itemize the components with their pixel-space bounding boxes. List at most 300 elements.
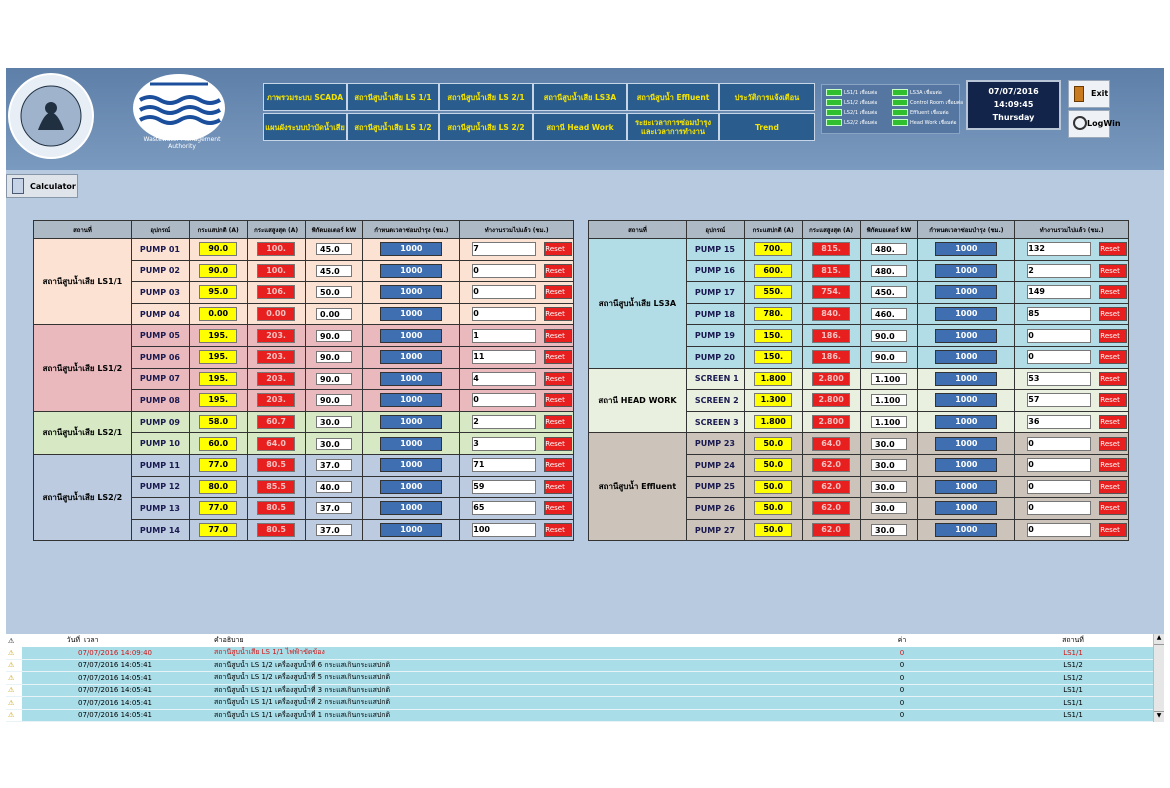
alarm-row[interactable] (6, 672, 1154, 685)
max-current-value-cell (802, 454, 860, 476)
max-current-value[interactable]: 2.800 (812, 372, 850, 386)
alarm-description: สถานีสูบน้ำ LS 1/2 เครื่องสูบน้ำที่ 5 กระแสเกินกระแสปกติ (212, 672, 812, 685)
max-current-value[interactable]: 64.0 (257, 437, 295, 451)
alarm-station: LS1/1 (992, 697, 1154, 710)
normal-current-value[interactable]: 58.0 (199, 415, 237, 429)
normal-current-value[interactable]: 50.0 (754, 437, 792, 451)
device-name: PUMP 13 (131, 498, 189, 520)
reset-button[interactable]: Reset (544, 501, 572, 515)
total-hours-value-cell (460, 282, 574, 304)
maintenance-hours-value[interactable]: 1000 (935, 242, 997, 256)
reset-button[interactable]: Reset (544, 393, 572, 407)
normal-current-value[interactable]: 50.0 (754, 480, 792, 494)
max-current-value[interactable]: 2.800 (812, 393, 850, 407)
reset-button[interactable]: Reset (1099, 480, 1127, 494)
maintenance-hours-value-cell (918, 498, 1015, 520)
clock-time: 14:09:45 (993, 100, 1034, 109)
nav-button-2-6[interactable]: Trend (719, 113, 815, 141)
normal-current-value[interactable]: 600. (754, 264, 792, 278)
motor-kw-value-cell (860, 303, 918, 325)
device-name: PUMP 24 (686, 454, 744, 476)
max-current-value-cell (802, 282, 860, 304)
normal-current-value[interactable]: 1.800 (754, 372, 792, 386)
nav-button-1-5[interactable]: สถานีสูบน้ำ Effluent (627, 83, 719, 111)
maintenance-hours-value-cell (363, 390, 460, 412)
max-current-value[interactable]: 203. (257, 393, 295, 407)
max-current-value-cell (802, 325, 860, 347)
reset-button[interactable]: Reset (1099, 242, 1127, 256)
normal-current-value[interactable]: 77.0 (199, 501, 237, 515)
max-current-value[interactable]: 80.5 (257, 501, 295, 515)
nav-button-1-1[interactable]: ภาพรวมระบบ SCADA (263, 83, 347, 111)
motor-kw-value[interactable]: 37.0 (316, 459, 352, 471)
maintenance-hours-value[interactable]: 1000 (380, 372, 442, 386)
legend-label: Control Room เชื่อมต่อ (910, 100, 964, 106)
device-name: PUMP 04 (131, 303, 189, 325)
header-bar (6, 68, 1164, 170)
reset-button[interactable]: Reset (544, 350, 572, 364)
total-hours-value: 0 (472, 393, 536, 407)
motor-kw-value[interactable]: 30.0 (316, 438, 352, 450)
alarm-value: 0 (812, 709, 992, 722)
alarm-date-header[interactable]: วันที่ (22, 634, 82, 647)
normal-current-value-cell (189, 260, 247, 282)
max-current-value-cell (247, 476, 305, 498)
normal-current-value-cell (744, 282, 802, 304)
maintenance-hours-value-cell (918, 454, 1015, 476)
device-name: PUMP 02 (131, 260, 189, 282)
reset-button[interactable]: Reset (544, 372, 572, 386)
max-current-value[interactable]: 62.0 (812, 501, 850, 515)
alarm-datetime: 07/07/2016 14:05:41 (22, 672, 212, 685)
maintenance-hours-value[interactable]: 1000 (935, 285, 997, 299)
normal-current-value-cell (744, 498, 802, 520)
maintenance-hours-value[interactable]: 1000 (380, 501, 442, 515)
maintenance-hours-value[interactable]: 1000 (380, 458, 442, 472)
reset-button[interactable]: Reset (1099, 307, 1127, 321)
max-current-value-cell (247, 346, 305, 368)
maintenance-hours-value[interactable]: 1000 (935, 393, 997, 407)
column-header: พิกัดมอเตอร์ kW (305, 221, 363, 239)
max-current-value[interactable]: 64.0 (812, 437, 850, 451)
nav-button-1-6[interactable]: ประวัติการแจ้งเตือน (719, 83, 815, 111)
total-hours-value: 11 (472, 350, 536, 364)
total-hours-value: 0 (472, 285, 536, 299)
column-header: กระแสสูงสุด (A) (802, 221, 860, 239)
alarm-value: 0 (812, 672, 992, 685)
max-current-value[interactable]: 2.800 (812, 415, 850, 429)
reset-button[interactable]: Reset (544, 264, 572, 278)
motor-kw-value[interactable]: 30.0 (871, 459, 907, 471)
max-current-value-cell (247, 282, 305, 304)
maintenance-hours-value[interactable]: 1000 (380, 242, 442, 256)
motor-kw-value[interactable]: 30.0 (871, 481, 907, 493)
total-hours-value: 0 (1027, 501, 1091, 515)
reset-button[interactable]: Reset (1099, 393, 1127, 407)
normal-current-value[interactable]: 195. (199, 393, 237, 407)
total-hours-value-cell (1015, 303, 1129, 325)
max-current-value-cell (802, 260, 860, 282)
alarm-row[interactable] (6, 684, 1154, 697)
normal-current-value[interactable]: 550. (754, 285, 792, 299)
nav-button-1-3[interactable]: สถานีสูบน้ำเสีย LS 2/1 (439, 83, 533, 111)
alarm-scrollbar[interactable] (1153, 634, 1164, 722)
motor-kw-value-cell (305, 476, 363, 498)
normal-current-value[interactable]: 150. (754, 329, 792, 343)
device-name: PUMP 12 (131, 476, 189, 498)
clock-panel (966, 80, 1061, 130)
maintenance-hours-value[interactable]: 1000 (380, 480, 442, 494)
left-equipment-table (33, 220, 574, 541)
alarm-row[interactable] (6, 709, 1154, 722)
alarm-station: LS1/1 (992, 647, 1154, 659)
legend-label: Effluent เชื่อมต่อ (910, 110, 949, 116)
maintenance-hours-value[interactable]: 1000 (380, 437, 442, 451)
max-current-value[interactable]: 80.5 (257, 523, 295, 537)
max-current-value[interactable]: 106. (257, 285, 295, 299)
max-current-value[interactable]: 840. (812, 307, 850, 321)
normal-current-value[interactable]: 50.0 (754, 523, 792, 537)
motor-kw-value[interactable]: 90.0 (871, 330, 907, 342)
motor-kw-value[interactable]: 30.0 (871, 438, 907, 450)
motor-kw-value-cell (305, 346, 363, 368)
maintenance-hours-value[interactable]: 1000 (380, 329, 442, 343)
column-header: สถานที่ (34, 221, 132, 239)
device-name: PUMP 05 (131, 325, 189, 347)
alarm-time-header[interactable]: เวลา (82, 634, 212, 647)
reset-button[interactable]: Reset (544, 523, 572, 537)
table-row (34, 239, 574, 261)
maintenance-hours-value[interactable]: 1000 (380, 264, 442, 278)
maintenance-hours-value[interactable]: 1000 (935, 480, 997, 494)
max-current-value[interactable]: 203. (257, 372, 295, 386)
normal-current-value[interactable]: 700. (754, 242, 792, 256)
maintenance-hours-value[interactable]: 1000 (935, 501, 997, 515)
motor-kw-value[interactable]: 480. (871, 243, 907, 255)
motor-kw-value[interactable]: 40.0 (316, 481, 352, 493)
normal-current-value[interactable]: 195. (199, 329, 237, 343)
table-header-row (589, 221, 1129, 239)
reset-button[interactable]: Reset (1099, 350, 1127, 364)
motor-kw-value[interactable]: 37.0 (316, 524, 352, 536)
municipality-seal-logo (8, 70, 94, 162)
motor-kw-value-cell (860, 433, 918, 455)
total-hours-value: 36 (1027, 415, 1091, 429)
max-current-value[interactable]: 815. (812, 242, 850, 256)
motor-kw-value[interactable]: 90.0 (316, 373, 352, 385)
nav-button-1-2[interactable]: สถานีสูบน้ำเสีย LS 1/1 (347, 83, 439, 111)
reset-button[interactable]: Reset (1099, 285, 1127, 299)
motor-kw-value[interactable]: 1.100 (871, 416, 907, 428)
alarm-row[interactable] (6, 659, 1154, 672)
max-current-value[interactable]: 85.5 (257, 480, 295, 494)
motor-kw-value[interactable]: 90.0 (316, 351, 352, 363)
legend-item (826, 109, 877, 117)
total-hours-value-cell (460, 325, 574, 347)
alarm-station-header[interactable]: สถานที่ (992, 634, 1154, 647)
nav-button-2-1[interactable]: แผนผังระบบบำบัดน้ำเสีย (263, 113, 347, 141)
max-current-value-cell (802, 303, 860, 325)
motor-kw-value[interactable]: 450. (871, 286, 907, 298)
reset-button[interactable]: Reset (1099, 329, 1127, 343)
motor-kw-value[interactable]: 480. (871, 265, 907, 277)
maintenance-hours-value[interactable]: 1000 (935, 523, 997, 537)
maintenance-hours-value-cell (918, 476, 1015, 498)
reset-button[interactable]: Reset (1099, 415, 1127, 429)
maintenance-hours-value[interactable]: 1000 (380, 393, 442, 407)
total-hours-value-cell (1015, 476, 1129, 498)
reset-button[interactable]: Reset (544, 437, 572, 451)
motor-kw-value[interactable]: 90.0 (871, 351, 907, 363)
alarm-description: สถานีสูบน้ำ LS 1/2 เครื่องสูบน้ำที่ 6 กระแสเกินกระแสปกติ (212, 659, 812, 672)
motor-kw-value-cell (305, 282, 363, 304)
max-current-value[interactable]: 815. (812, 264, 850, 278)
reset-button[interactable]: Reset (1099, 458, 1127, 472)
max-current-value[interactable]: 62.0 (812, 523, 850, 537)
total-hours-value-cell (460, 519, 574, 541)
total-hours-value-cell (460, 346, 574, 368)
nav-button-1-4[interactable]: สถานีสูบน้ำเสีย LS3A (533, 83, 627, 111)
motor-kw-value-cell (305, 454, 363, 476)
maintenance-hours-value[interactable]: 1000 (935, 329, 997, 343)
maintenance-hours-value[interactable]: 1000 (935, 264, 997, 278)
connection-indicator-icon (892, 99, 908, 106)
exit-button[interactable] (1068, 80, 1110, 108)
normal-current-value[interactable]: 195. (199, 372, 237, 386)
normal-current-value[interactable]: 0.00 (199, 307, 237, 321)
total-hours-value-cell (460, 239, 574, 261)
max-current-value[interactable]: 203. (257, 329, 295, 343)
alarm-value-header[interactable]: ค่า (812, 634, 992, 647)
station-name: สถานีสูบน้ำเสีย LS3A (589, 239, 687, 369)
motor-kw-value[interactable]: 45.0 (316, 243, 352, 255)
max-current-value[interactable]: 80.5 (257, 458, 295, 472)
total-hours-value: 0 (1027, 329, 1091, 343)
reset-button[interactable]: Reset (544, 329, 572, 343)
total-hours-value-cell (1015, 498, 1129, 520)
alarm-station: LS1/1 (992, 709, 1154, 722)
maintenance-hours-value[interactable]: 1000 (380, 285, 442, 299)
motor-kw-value[interactable]: 37.0 (316, 502, 352, 514)
motor-kw-value-cell (305, 390, 363, 412)
total-hours-value-cell (460, 260, 574, 282)
motor-kw-value[interactable]: 30.0 (316, 416, 352, 428)
total-hours-value: 1 (472, 329, 536, 343)
normal-current-value[interactable]: 90.0 (199, 242, 237, 256)
column-header: ทำงานรวมไปแล้ว (ชม.) (460, 221, 574, 239)
motor-kw-value[interactable]: 1.100 (871, 394, 907, 406)
connection-indicator-icon (826, 89, 842, 96)
device-name: PUMP 18 (686, 303, 744, 325)
normal-current-value-cell (189, 368, 247, 390)
max-current-value[interactable]: 62.0 (812, 480, 850, 494)
connection-indicator-icon (826, 99, 842, 106)
max-current-value-cell (247, 498, 305, 520)
normal-current-value[interactable]: 60.0 (199, 437, 237, 451)
max-current-value[interactable]: 203. (257, 350, 295, 364)
max-current-value-cell (247, 303, 305, 325)
max-current-value[interactable]: 186. (812, 350, 850, 364)
normal-current-value[interactable]: 90.0 (199, 264, 237, 278)
device-name: SCREEN 3 (686, 411, 744, 433)
alarm-row[interactable] (6, 647, 1154, 659)
maintenance-hours-value[interactable]: 1000 (380, 350, 442, 364)
total-hours-value-cell (1015, 346, 1129, 368)
magnifier-icon (1073, 116, 1087, 130)
total-hours-value: 85 (1027, 307, 1091, 321)
device-name: PUMP 08 (131, 390, 189, 412)
device-name: PUMP 23 (686, 433, 744, 455)
maintenance-hours-value[interactable]: 1000 (380, 415, 442, 429)
max-current-value[interactable]: 100. (257, 242, 295, 256)
normal-current-value-cell (189, 303, 247, 325)
motor-kw-value[interactable]: 90.0 (316, 394, 352, 406)
exit-label: Exit (1091, 89, 1109, 98)
logwin-button[interactable] (1068, 110, 1121, 138)
maintenance-hours-value-cell (363, 282, 460, 304)
maintenance-hours-value-cell (363, 368, 460, 390)
motor-kw-value[interactable]: 30.0 (871, 502, 907, 514)
motor-kw-value[interactable]: 1.100 (871, 373, 907, 385)
column-header: อุปกรณ์ (686, 221, 744, 239)
device-name: SCREEN 1 (686, 368, 744, 390)
normal-current-value[interactable]: 50.0 (754, 501, 792, 515)
wma-logo (130, 70, 228, 156)
motor-kw-value[interactable]: 45.0 (316, 265, 352, 277)
reset-button[interactable]: Reset (1099, 372, 1127, 386)
total-hours-value-cell (1015, 454, 1129, 476)
normal-current-value-cell (744, 519, 802, 541)
reset-button[interactable]: Reset (1099, 437, 1127, 451)
motor-kw-value[interactable]: 50.0 (316, 286, 352, 298)
normal-current-value-cell (744, 346, 802, 368)
total-hours-value: 100 (472, 523, 536, 537)
motor-kw-value[interactable]: 0.00 (316, 308, 352, 320)
legend-label: Head Work เชื่อมต่อ (910, 120, 957, 126)
max-current-value[interactable]: 186. (812, 329, 850, 343)
normal-current-value[interactable]: 77.0 (199, 458, 237, 472)
nav-button-2-2[interactable]: สถานีสูบน้ำเสีย LS 1/2 (347, 113, 439, 141)
maintenance-hours-value[interactable]: 1000 (935, 372, 997, 386)
calculator-button[interactable] (6, 174, 78, 198)
max-current-value[interactable]: 100. (257, 264, 295, 278)
motor-kw-value-cell (305, 368, 363, 390)
column-header: พิกัดมอเตอร์ kW (860, 221, 918, 239)
total-hours-value-cell (1015, 390, 1129, 412)
table-row (589, 239, 1129, 261)
reset-button[interactable]: Reset (544, 307, 572, 321)
reset-button[interactable]: Reset (1099, 501, 1127, 515)
device-name: PUMP 09 (131, 411, 189, 433)
normal-current-value[interactable]: 1.800 (754, 415, 792, 429)
maintenance-hours-value[interactable]: 1000 (380, 307, 442, 321)
max-current-value[interactable]: 62.0 (812, 458, 850, 472)
maintenance-hours-value[interactable]: 1000 (935, 307, 997, 321)
normal-current-value[interactable]: 77.0 (199, 523, 237, 537)
device-name: PUMP 25 (686, 476, 744, 498)
maintenance-hours-value[interactable]: 1000 (380, 523, 442, 537)
normal-current-value[interactable]: 150. (754, 350, 792, 364)
maintenance-hours-value-cell (918, 433, 1015, 455)
max-current-value-cell (247, 519, 305, 541)
scroll-up-arrow[interactable]: ▲ (1154, 634, 1164, 645)
normal-current-value[interactable]: 50.0 (754, 458, 792, 472)
motor-kw-value-cell (860, 498, 918, 520)
normal-current-value[interactable]: 80.0 (199, 480, 237, 494)
table-row (34, 325, 574, 347)
total-hours-value: 0 (1027, 350, 1091, 364)
alarm-station: LS1/2 (992, 672, 1154, 685)
maintenance-hours-value-cell (918, 325, 1015, 347)
maintenance-hours-value[interactable]: 1000 (935, 437, 997, 451)
scroll-down-arrow[interactable]: ▼ (1154, 711, 1164, 722)
warning-icon: ⚠ (6, 659, 22, 672)
reset-button[interactable]: Reset (1099, 264, 1127, 278)
max-current-value[interactable]: 60.7 (257, 415, 295, 429)
normal-current-value[interactable]: 780. (754, 307, 792, 321)
nav-button-2-3[interactable]: สถานีสูบน้ำเสีย LS 2/2 (439, 113, 533, 141)
total-hours-value-cell (460, 368, 574, 390)
motor-kw-value[interactable]: 460. (871, 308, 907, 320)
clock-day: Thursday (992, 113, 1035, 122)
legend-item (892, 99, 963, 107)
max-current-value-cell (802, 476, 860, 498)
maintenance-hours-value-cell (918, 282, 1015, 304)
alarm-value: 0 (812, 647, 992, 659)
alarm-desc-header[interactable]: คำอธิบาย (212, 634, 812, 647)
column-header: กระแสปกติ (A) (744, 221, 802, 239)
normal-current-value[interactable]: 1.300 (754, 393, 792, 407)
alarm-row[interactable] (6, 697, 1154, 710)
motor-kw-value[interactable]: 90.0 (316, 330, 352, 342)
maintenance-hours-value[interactable]: 1000 (935, 350, 997, 364)
reset-button[interactable]: Reset (1099, 523, 1127, 537)
motor-kw-value-cell (305, 411, 363, 433)
normal-current-value-cell (744, 433, 802, 455)
reset-button[interactable]: Reset (544, 242, 572, 256)
maintenance-hours-value-cell (363, 346, 460, 368)
nav-button-2-4[interactable]: สถานี Head Work (533, 113, 627, 141)
maintenance-hours-value-cell (363, 239, 460, 261)
max-current-value-cell (247, 411, 305, 433)
nav-button-2-5[interactable]: ระยะเวลาการซ่อมบำรุง และเวลาการทำงาน (627, 113, 719, 141)
alarm-header-row (6, 634, 1154, 647)
reset-button[interactable]: Reset (544, 480, 572, 494)
maintenance-hours-value-cell (363, 498, 460, 520)
maintenance-hours-value[interactable]: 1000 (935, 458, 997, 472)
reset-button[interactable]: Reset (544, 285, 572, 299)
max-current-value[interactable]: 754. (812, 285, 850, 299)
motor-kw-value[interactable]: 30.0 (871, 524, 907, 536)
normal-current-value[interactable]: 195. (199, 350, 237, 364)
maintenance-hours-value[interactable]: 1000 (935, 415, 997, 429)
normal-current-value-cell (189, 346, 247, 368)
station-name: สถานีสูบน้ำ Effluent (589, 433, 687, 541)
connection-indicator-icon (826, 109, 842, 116)
door-icon (1074, 86, 1084, 102)
normal-current-value-cell (744, 368, 802, 390)
max-current-value[interactable]: 0.00 (257, 307, 295, 321)
table-row (34, 411, 574, 433)
alarm-datetime: 07/07/2016 14:09:40 (22, 647, 212, 659)
reset-button[interactable]: Reset (544, 458, 572, 472)
total-hours-value: 2 (472, 415, 536, 429)
table-row (589, 368, 1129, 390)
device-name: PUMP 14 (131, 519, 189, 541)
reset-button[interactable]: Reset (544, 415, 572, 429)
column-header: กระแสสูงสุด (A) (247, 221, 305, 239)
normal-current-value[interactable]: 95.0 (199, 285, 237, 299)
